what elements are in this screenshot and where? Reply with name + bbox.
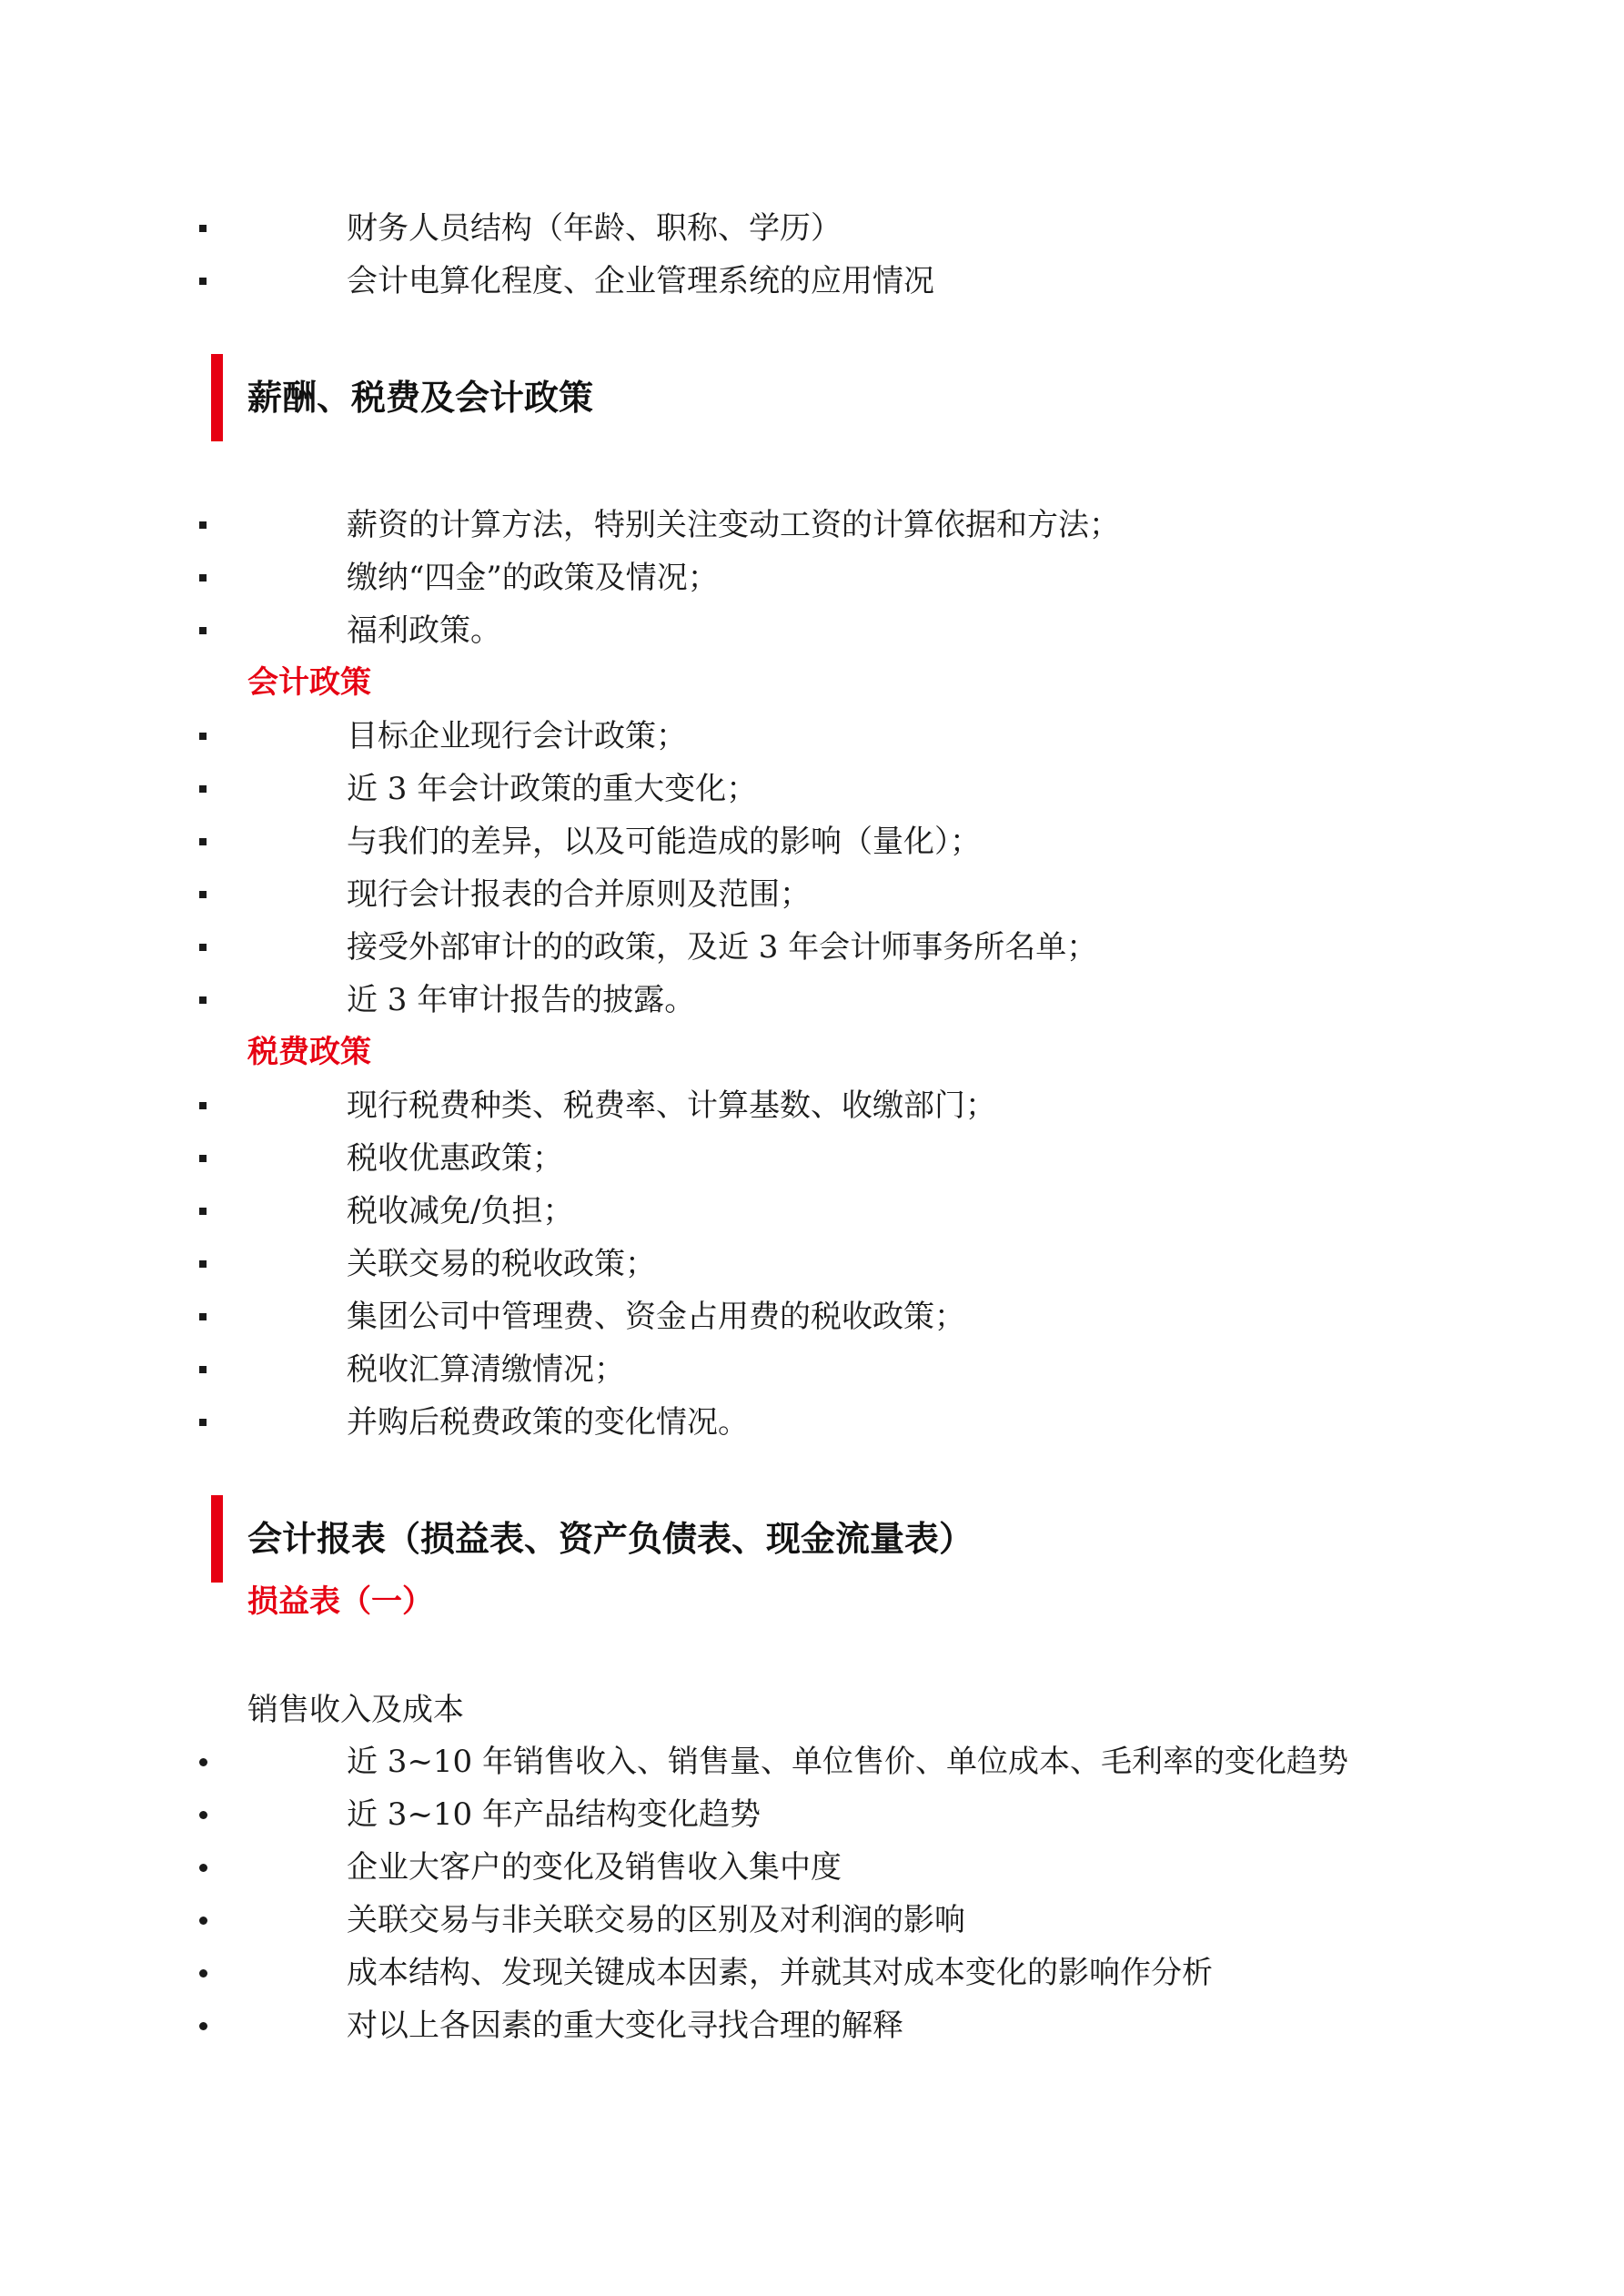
list-item bbox=[0, 1999, 1547, 2052]
square-bullet-icon bbox=[199, 1102, 207, 1109]
list-item bbox=[0, 763, 1547, 815]
list-item-text: 近 3~10 年销售收入、销售量、单位售价、单位成本、毛利率的变化趋势 bbox=[347, 1744, 1348, 1780]
square-bullet-icon bbox=[199, 1313, 207, 1320]
list-item-text: 近 3 年会计政策的重大变化； bbox=[347, 771, 758, 807]
list-item bbox=[0, 710, 1547, 763]
square-bullet-icon bbox=[199, 574, 207, 582]
list-item bbox=[0, 499, 1547, 551]
round-bullet-icon bbox=[199, 1758, 207, 1766]
list-item bbox=[0, 1343, 1547, 1396]
square-bullet-icon bbox=[199, 996, 207, 1004]
list-item bbox=[0, 815, 1547, 868]
section-heading-text: 薪酬、税费及会计政策 bbox=[247, 378, 594, 418]
list-item-text: 现行会计报表的合并原则及范围； bbox=[347, 876, 811, 913]
list-item-text: 薪资的计算方法，特别关注变动工资的计算依据和方法； bbox=[347, 507, 1120, 543]
list-item-text: 并购后税费政策的变化情况。 bbox=[347, 1404, 749, 1441]
section-heading-financial-statements bbox=[0, 1495, 1547, 1583]
list-item-text: 对以上各因素的重大变化寻找合理的解释 bbox=[347, 2008, 903, 2044]
list-item-text: 集团公司中管理费、资金占用费的税收政策； bbox=[347, 1299, 965, 1335]
list-item-text: 成本结构、发现关键成本因素，并就其对成本变化的影响作分析 bbox=[347, 1955, 1213, 1991]
list-item-text: 税收优惠政策； bbox=[347, 1140, 563, 1177]
list-item bbox=[0, 1079, 1547, 1132]
list-item bbox=[0, 868, 1547, 921]
list-item bbox=[0, 974, 1547, 1027]
list-item-text: 与我们的差异，以及可能造成的影响（量化）； bbox=[347, 824, 981, 860]
subheading-income-statement: 损益表（一） bbox=[247, 1583, 433, 1620]
list-item-text: 近 3~10 年产品结构变化趋势 bbox=[347, 1796, 761, 1833]
square-bullet-icon bbox=[199, 785, 207, 793]
square-bullet-icon bbox=[199, 1208, 207, 1215]
list-item bbox=[0, 1735, 1547, 1788]
subheading-accounting-policy: 会计政策 bbox=[247, 664, 371, 701]
square-bullet-icon bbox=[199, 1260, 207, 1268]
square-bullet-icon bbox=[199, 891, 207, 898]
section-heading-text: 会计报表（损益表、资产负债表、现金流量表） bbox=[247, 1519, 974, 1559]
list-item bbox=[0, 255, 1547, 308]
square-bullet-icon bbox=[199, 838, 207, 845]
square-bullet-icon bbox=[199, 1419, 207, 1426]
list-item-text: 现行税费种类、税费率、计算基数、收缴部门； bbox=[347, 1087, 996, 1124]
list-item-text: 目标企业现行会计政策； bbox=[347, 718, 687, 754]
square-bullet-icon bbox=[199, 1366, 207, 1373]
square-bullet-icon bbox=[199, 225, 207, 232]
list-item bbox=[0, 1185, 1547, 1238]
list-item-text: 关联交易与非关联交易的区别及对利润的影响 bbox=[347, 1902, 965, 1938]
square-bullet-icon bbox=[199, 278, 207, 285]
list-item-text: 税收汇算清缴情况； bbox=[347, 1351, 625, 1388]
list-item-text: 接受外部审计的的政策，及近 3 年会计师事务所名单； bbox=[347, 929, 1098, 966]
list-item bbox=[0, 1947, 1547, 1999]
heading-accent-bar bbox=[211, 1495, 223, 1583]
list-item bbox=[0, 1290, 1547, 1343]
list-item bbox=[0, 1894, 1547, 1947]
heading-accent-bar bbox=[211, 354, 223, 441]
list-item bbox=[0, 921, 1547, 974]
list-item bbox=[0, 1788, 1547, 1841]
list-item-text: 缴纳“四金”的政策及情况； bbox=[347, 560, 719, 596]
list-item-text: 财务人员结构（年龄、职称、学历） bbox=[347, 210, 842, 247]
list-item-text: 关联交易的税收政策； bbox=[347, 1246, 656, 1282]
list-item bbox=[0, 1238, 1547, 1290]
round-bullet-icon bbox=[199, 1864, 207, 1872]
square-bullet-icon bbox=[199, 521, 207, 529]
list-item bbox=[0, 202, 1547, 255]
list-item bbox=[0, 551, 1547, 604]
round-bullet-icon bbox=[199, 1917, 207, 1925]
square-bullet-icon bbox=[199, 1155, 207, 1162]
square-bullet-icon bbox=[199, 944, 207, 951]
sales-cost-label: 销售收入及成本 bbox=[247, 1692, 464, 1728]
list-item bbox=[0, 1132, 1547, 1185]
subheading-tax-policy: 税费政策 bbox=[247, 1034, 371, 1070]
list-item bbox=[0, 1396, 1547, 1449]
list-item bbox=[0, 1841, 1547, 1894]
list-item-text: 企业大客户的变化及销售收入集中度 bbox=[347, 1849, 842, 1886]
round-bullet-icon bbox=[199, 1969, 207, 1977]
list-item-text: 近 3 年审计报告的披露。 bbox=[347, 982, 696, 1018]
list-item bbox=[0, 604, 1547, 657]
round-bullet-icon bbox=[199, 2022, 207, 2030]
square-bullet-icon bbox=[199, 733, 207, 740]
section-heading-salary-tax-policy bbox=[0, 354, 1547, 441]
list-item-text: 福利政策。 bbox=[347, 612, 501, 649]
square-bullet-icon bbox=[199, 627, 207, 634]
list-item-text: 税收减免/负担； bbox=[347, 1193, 574, 1229]
list-item-text: 会计电算化程度、企业管理系统的应用情况 bbox=[347, 263, 934, 299]
round-bullet-icon bbox=[199, 1811, 207, 1819]
